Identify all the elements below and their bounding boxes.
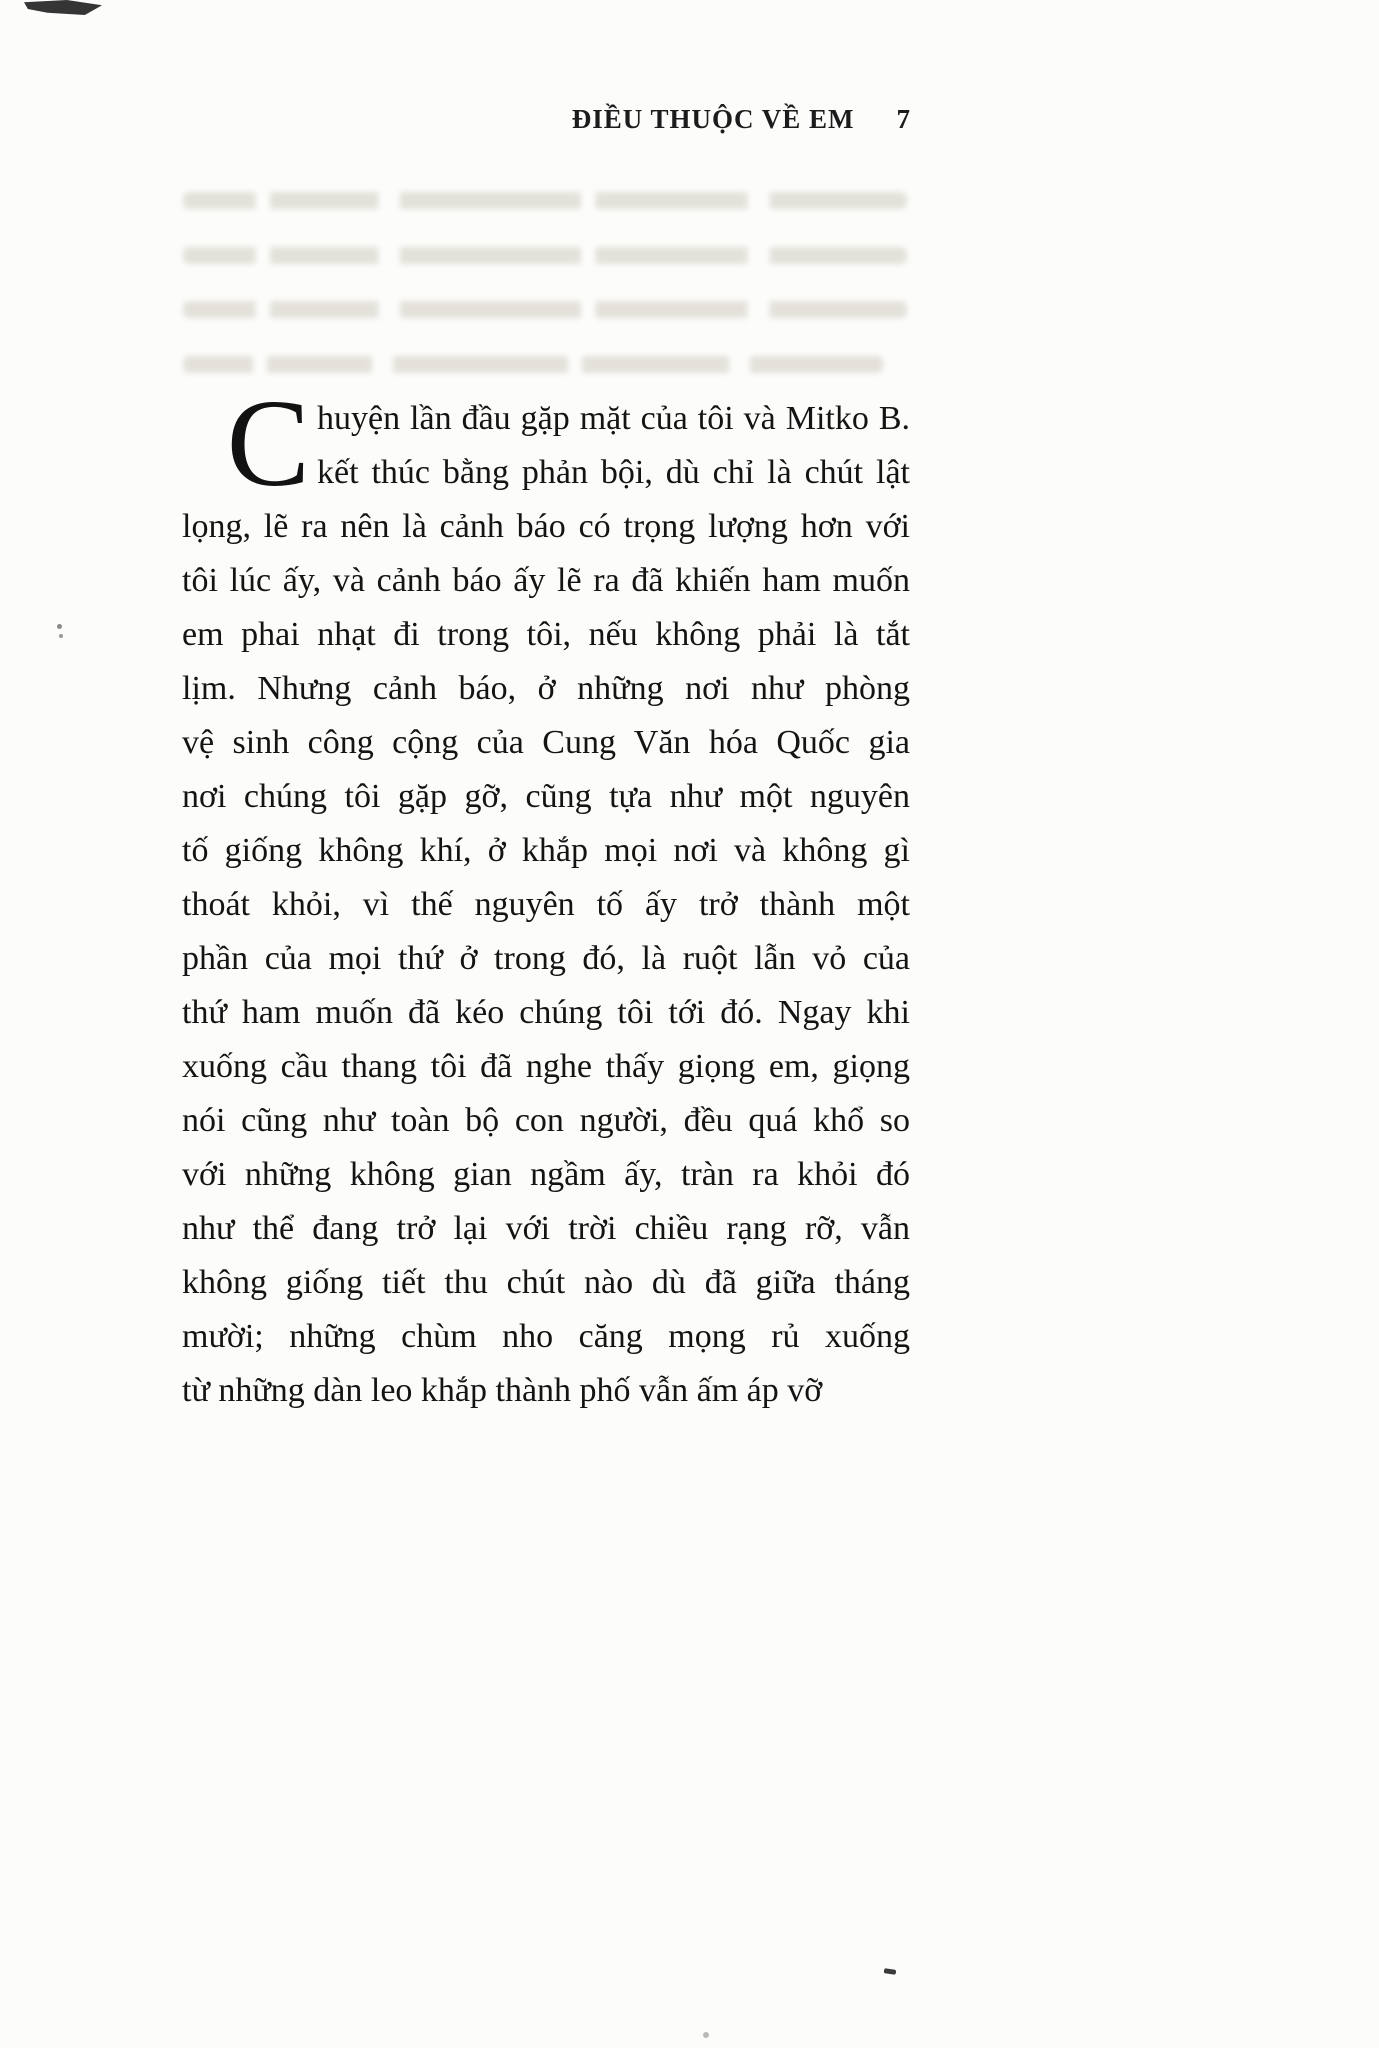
text-line: không giống tiết thu chút nào dù đã giữa tháng [182, 1264, 910, 1301]
text-line: tôi lúc ấy, và cảnh báo ấy lẽ ra đã khiến ham muốn [182, 562, 910, 599]
running-title: ĐIỀU THUỘC VỀ EM [571, 104, 855, 134]
scan-artifact [24, 0, 102, 15]
text-line: từ những dàn leo khắp thành phố vẫn ấm áp vỡ [182, 1372, 823, 1409]
show-through-line [183, 356, 883, 373]
scan-artifact [59, 634, 63, 638]
show-through-line [183, 301, 907, 318]
running-header [572, 104, 910, 135]
paragraph [182, 375, 910, 1418]
text-line: với những không gian ngầm ấy, tràn ra khỏi đó [182, 1156, 910, 1193]
page-number: 7 [896, 104, 910, 134]
text-line: như thể đang trở lại với trời chiều rạng rỡ, vẫn [182, 1210, 910, 1247]
text-line: thứ ham muốn đã kéo chúng tôi tới đó. Ngay khi [182, 994, 910, 1031]
show-through-line [183, 192, 907, 209]
text-line: lọng, lẽ ra nên là cảnh báo có trọng lượng hơn với [182, 508, 910, 545]
text-line: tố giống không khí, ở khắp mọi nơi và không gì [182, 832, 910, 869]
scan-artifact [703, 2032, 709, 2038]
scan-artifact [884, 1968, 897, 1975]
text-line: kết thúc bằng phản bội, dù chỉ là chút lật [317, 454, 910, 491]
text-line: thoát khỏi, vì thế nguyên tố ấy trở thành một [182, 886, 910, 923]
text-line: em phai nhạt đi trong tôi, nếu không phải là tắt [182, 616, 910, 653]
text-line: mười; những chùm nho căng mọng rủ xuống [182, 1318, 910, 1355]
scan-artifact [57, 624, 62, 629]
show-through-line [183, 247, 907, 264]
text-line: huyện lần đầu gặp mặt của tôi và Mitko B. [317, 400, 910, 437]
text-line: phần của mọi thứ ở trong đó, là ruột lẫn vỏ của [182, 940, 910, 977]
text-line: lịm. Nhưng cảnh báo, ở những nơi như phòng [182, 670, 910, 707]
text-line: vệ sinh công cộng của Cung Văn hóa Quốc gia [182, 724, 910, 761]
drop-cap: C [226, 375, 310, 513]
text-line: nói cũng như toàn bộ con người, đều quá khổ so [182, 1102, 910, 1139]
paragraph-lines [182, 375, 910, 1418]
text-line: xuống cầu thang tôi đã nghe thấy giọng em, giọng [182, 1048, 910, 1085]
text-line: nơi chúng tôi gặp gỡ, cũng tựa như một nguyên [182, 778, 910, 815]
